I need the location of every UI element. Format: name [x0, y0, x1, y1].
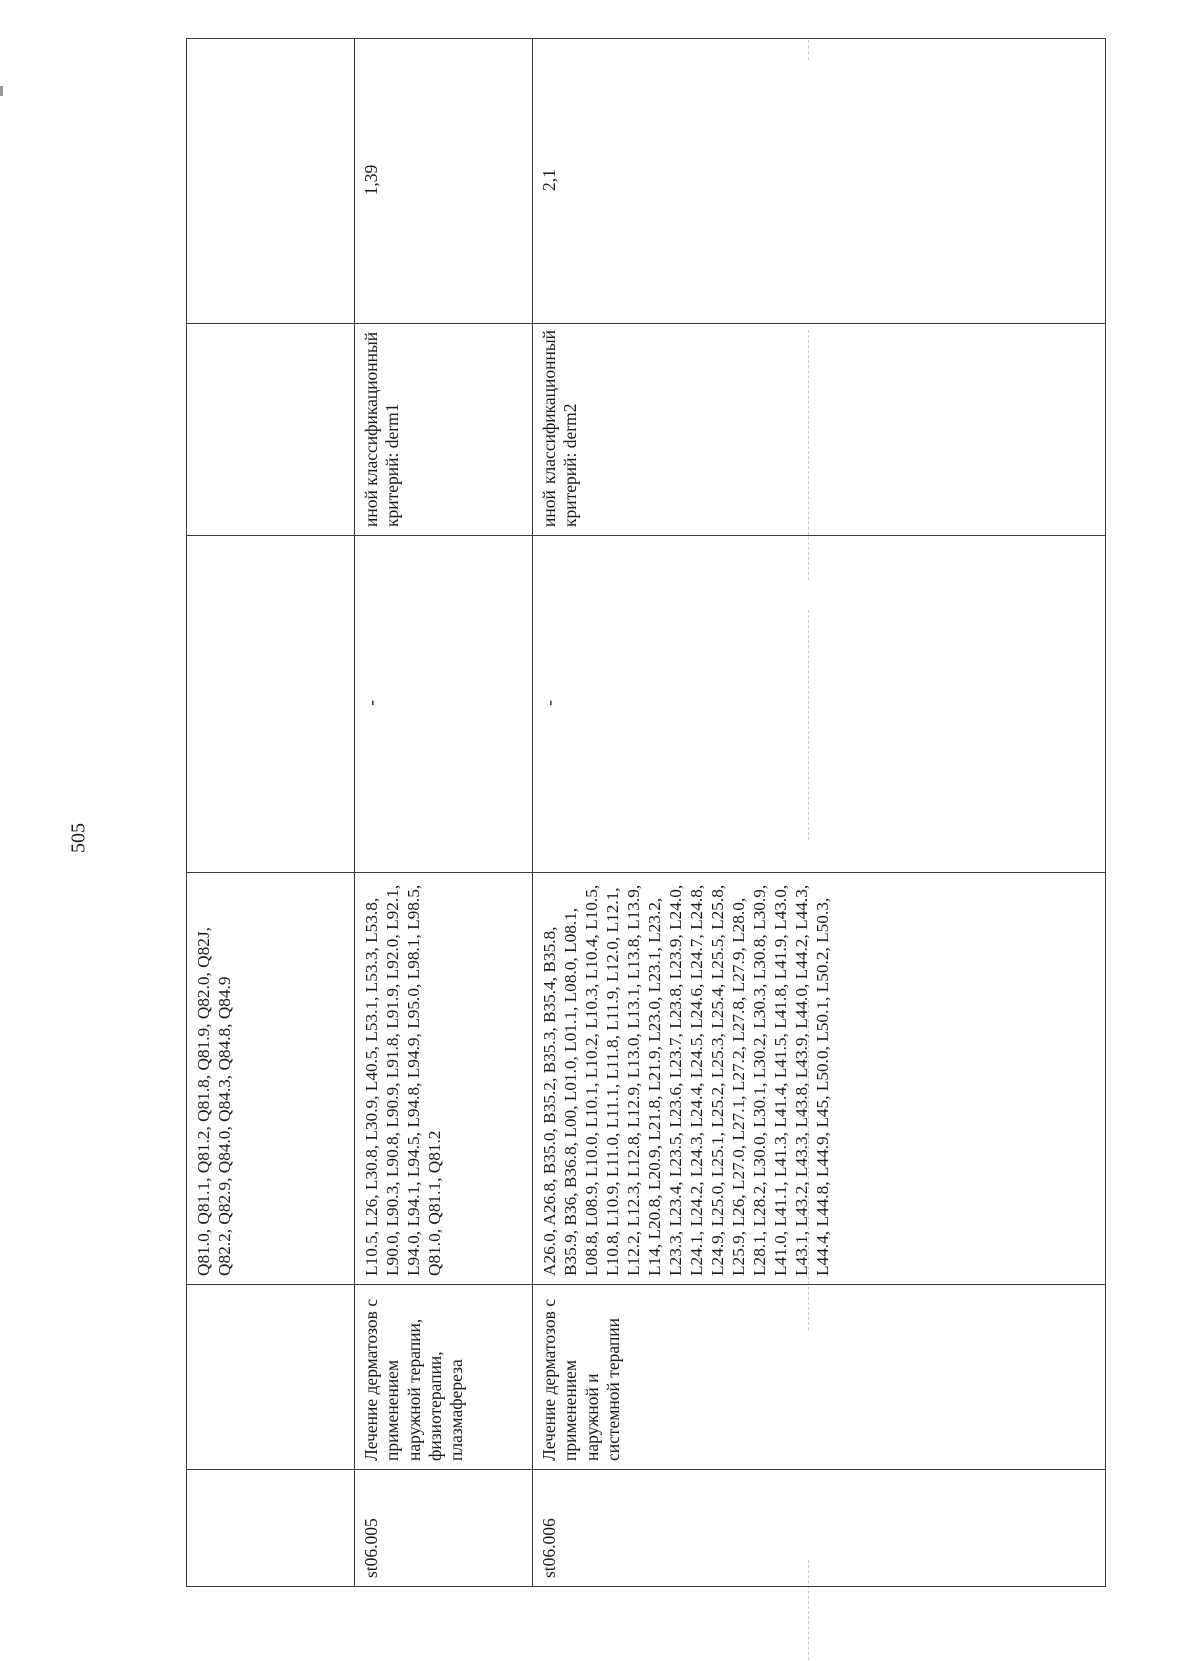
cell-diagnoses: Q81.0, Q81.1, Q81.2, Q81.8, Q81.9, Q82.0, Q82J, Q82.2, Q82.9, Q84.0, Q84.3, Q84.8, Q84.9 [187, 873, 355, 1285]
cell-name: Лечение дерматозов с применением наружной и системной терапии [533, 1285, 1106, 1470]
cell-coefficient: 1,39 [355, 39, 533, 324]
cell-code [187, 1470, 355, 1587]
cell-coefficient [187, 39, 355, 324]
table-row [533, 39, 1106, 1587]
page-number: 505 [67, 823, 90, 853]
scan-mark [0, 86, 3, 96]
cell-code: st06.006 [533, 1470, 1106, 1587]
cell-other [187, 536, 355, 873]
cell-diagnoses: A26.0, A26.8, B35.0, B35.2, B35.3, B35.4, B35.8, B35.9, B36, B36.8, L00, L01.0, L01.1, L08.0, L08.1, L08.8, L08.9, L10.0, L10.1, L10.2, L10.3, L10.4, L10.5, L10.8, L10.9, L11.0, L11.1, L11.8, L11.9, L12.0, L12.1, L12.2, L12.3, L12.8, L12.9, L13.0, L13.1, L13.8, L13.9, L14, L20.8, L20.9, L21.8, L21.9, L23.0, L23.1, L23.2, L23.3, L23.4, L23.5, L23.6, L23.7, L23.8, L23.9, L24.0, L24.1, L24.2, L24.3, L24.4, L24.5, L24.6, L24.7, L24.8, L24.9, L25.0, L25.1, L25.2, L25.3, L25.4, L25.5, L25.8, L25.9, L26, L27.0, L27.1, L27.2, L27.8, L27.9, L28.0, L28.1, L28.2, L30.0, L30.1, L30.2, L30.3, L30.8, L30.9, L41.0, L41.1, L41.3, L41.4, L41.5, L41.8, L41.9, L43.0, L43.1, L43.2, L43.3, L43.8, L43.9, L44.0, L44.2, L44.3, L44.4, L44.8, L44.9, L45, L50.0, L50.1, L50.2, L50.3, [533, 873, 1106, 1285]
cell-other: - [355, 536, 533, 873]
table-row [187, 39, 355, 1587]
cell-name: Лечение дерматозов с применением наружной терапии, физиотерапии, плазмафереза [355, 1285, 533, 1470]
cell-criterion [187, 324, 355, 536]
cell-criterion: иной классификационный критерий: derm1 [355, 324, 533, 536]
cell-code: st06.005 [355, 1470, 533, 1587]
cell-name [187, 1285, 355, 1470]
cell-other: - [533, 536, 1106, 873]
table-row [355, 39, 533, 1587]
cell-diagnoses: L10.5, L26, L30.8, L30.9, L40.5, L53.1, L53.3, L53.8, L90.0, L90.3, L90.8, L90.9, L91.8, L91.9, L92.0, L92.1, L94.0, L94.1, L94.5, L94.8, L94.9, L95.0, L98.1, L98.5, Q81.0, Q81.1, Q81.2 [355, 873, 533, 1285]
cell-coefficient: 2,1 [533, 39, 1106, 324]
tariff-table [186, 38, 1106, 1587]
rotated-table-wrapper [186, 129, 1106, 1587]
cell-criterion: иной классификационный критерий: derm2 [533, 324, 1106, 536]
